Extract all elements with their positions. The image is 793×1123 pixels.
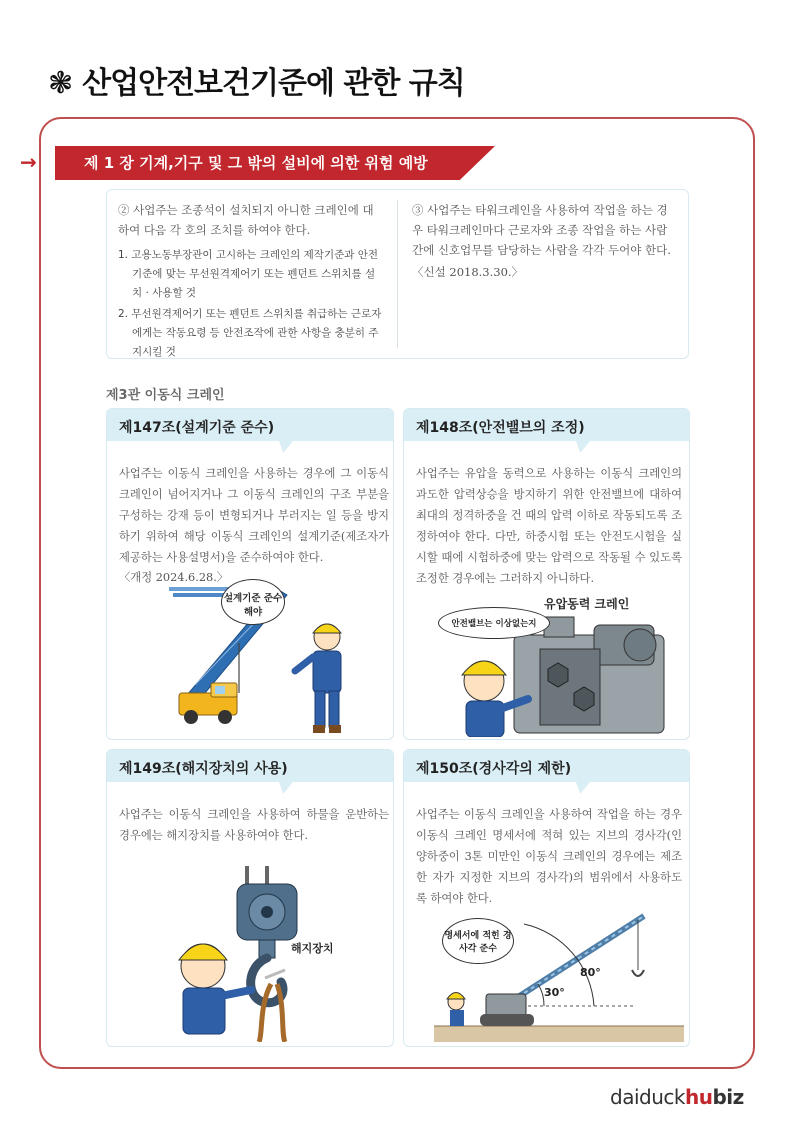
- intro-right-note: 〈신설 2018.3.30.〉: [412, 265, 524, 279]
- speech-bubble: 명세서에 적힌 경사각 준수: [442, 918, 514, 964]
- article-title: 제149조(해지장치의 사용): [119, 761, 288, 777]
- speech-bubble: 안전밸브는 이상없는지: [438, 607, 550, 639]
- page-title: [48, 58, 465, 102]
- intro-left-paragraph: ② 사업주는 조종석이 설치되지 아니한 크레인에 대하여 다음 각 호의 조치를 하여야 한다.: [118, 203, 374, 237]
- article-card-148: [403, 408, 690, 740]
- speech-bubble: 설계기준 준수해야: [221, 579, 285, 625]
- intro-item: 2. 무선원격제어기 또는 펜던트 스위치를 취급하는 근로자에게는 작동요령 등 안전조작에 관한 사항을 충분히 주지시킬 것: [118, 308, 382, 358]
- intro-divider: [397, 200, 398, 348]
- angle-label-large: 80°: [580, 966, 601, 979]
- article-title: 제148조(안전밸브의 조정): [416, 420, 585, 436]
- intro-item-list: [118, 246, 384, 364]
- intro-right-paragraph: ③ 사업주는 타워크레인을 사용하여 작업을 하는 경우 타워크레인마다 근로자와 조종 작업을 하는 사람 간에 신호업무를 담당하는 사람을 각각 두어야 한다.: [412, 203, 671, 257]
- logo-tail: biz: [712, 1085, 744, 1109]
- card-header-tail: [279, 782, 293, 794]
- article-card-147: [106, 408, 394, 740]
- brand-logo: [610, 1085, 744, 1109]
- page-title-text: 산업안전보건기준에 관한 규칙: [82, 66, 465, 101]
- article-body: 사업주는 이동식 크레인을 사용하여 작업을 하는 경우 이동식 크레인 명세서에 적혀 있는 지브의 경사각(인양하중이 3톤 미만인 이동식 크레인의 경우에는 제조한 자가 지정한 지브의 경사각)의 범위에서 사용하도록 하여야 한다.: [416, 808, 682, 905]
- chapter-title: 제 1 장 기계,기구 및 그 밖의 설비에 의한 위험 예방: [84, 154, 428, 172]
- logo-main: daiduck: [610, 1085, 685, 1109]
- article-card-149: [106, 749, 394, 1047]
- article-title: 제147조(설계기준 준수): [119, 420, 275, 436]
- article-card-150: [403, 749, 690, 1047]
- article-body: 사업주는 이동식 크레인을 사용하여 하물을 운반하는 경우에는 해지장치를 사용하여야 한다.: [119, 808, 389, 842]
- angle-label-small: 30°: [544, 986, 565, 999]
- section-heading: 제3관 이동식 크레인: [106, 388, 225, 403]
- card-header-tail: [279, 441, 293, 453]
- illustration-label: 유압동력 크레인: [544, 597, 630, 611]
- illustration-label: 해지장치: [291, 942, 334, 955]
- article-body: 사업주는 이동식 크레인을 사용하는 경우에 그 이동식 크레인이 넘어지거나 그 이동식 크레인의 구조 부분을 구성하는 강재 등이 변형되거나 부러지는 일 등을 방지하기 위하여 해당 이동식 크레인의 설계기준(제조자가 제공하는 사용설명서)을 준수하여야 한다.: [119, 467, 389, 564]
- card-header-tail: [576, 782, 590, 794]
- arrow-right-icon: →: [20, 150, 37, 174]
- article-note: 〈개정 2024.6.28.〉: [119, 571, 229, 584]
- crane-hook-illustration: [167, 866, 367, 1042]
- article-body: 사업주는 유압을 동력으로 사용하는 이동식 크레인의 과도한 압력상승을 방지하기 위한 안전밸브에 대하여 최대의 정격하중을 건 때의 압력 이하로 작동되도록 조정하여야 한다. 다만, 하중시험 또는 안전도시험을 실시할 때에 시험하중에 맞는 압력으로 작동될 수 있도록 조정한 경우에는 그러하지 아니하다.: [416, 467, 682, 585]
- article-title: 제150조(경사각의 제한): [416, 761, 572, 777]
- intro-item: 1. 고용노동부장관이 고시하는 크레인의 제작기준과 안전기준에 맞는 무선원격제어기 또는 펜던트 스위치를 설치 · 사용할 것: [118, 249, 378, 299]
- card-header-tail: [576, 441, 590, 453]
- logo-accent: hu: [684, 1085, 713, 1109]
- asterisk-icon: ❃: [48, 66, 73, 101]
